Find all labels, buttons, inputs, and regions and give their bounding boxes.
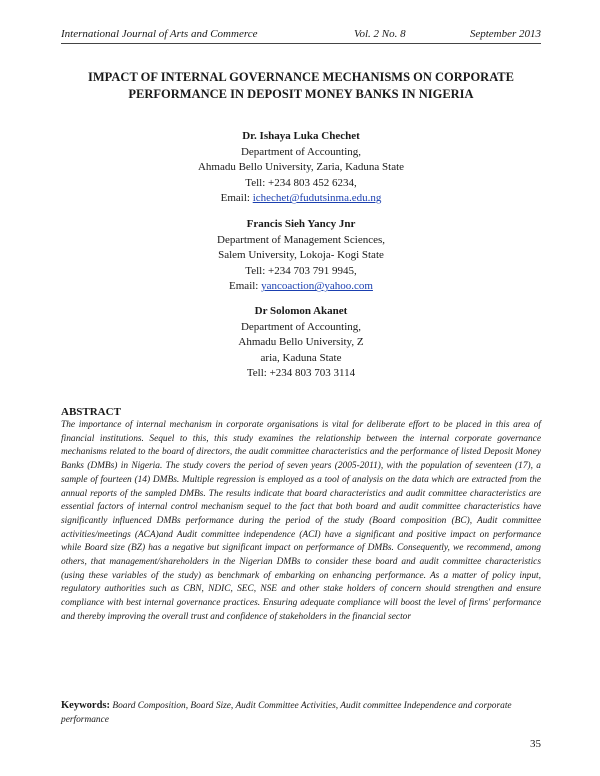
- author-phone: Tell: +234 803 452 6234,: [245, 176, 357, 189]
- author-department: Department of Accounting,: [240, 320, 362, 333]
- title-line-1: IMPACT OF INTERNAL GOVERNANCE MECHANISMS ON CORPORATE: [88, 70, 514, 84]
- keywords-text: Board Composition, Board Size, Audit Committee Activities, Audit committee Independence and corporate performance: [61, 701, 512, 725]
- running-header: [61, 27, 541, 44]
- author-institution: Ahmadu Bello University, Zaria, Kaduna State: [197, 161, 405, 174]
- volume-number: Vol. 2 No. 8: [354, 28, 406, 40]
- author-department: Department of Management Sciences,: [217, 233, 385, 246]
- abstract-heading: ABSTRACT: [61, 406, 121, 418]
- author-email-line: [61, 191, 541, 207]
- author-name: Francis Sieh Yancy Jnr: [246, 218, 356, 230]
- keywords-label: Keywords:: [61, 700, 110, 711]
- author-email-link[interactable]: ichechet@fudutsinma.edu.ng: [252, 192, 382, 205]
- abstract-body: The importance of internal mechanism in corporate organisations is vital for deliberate effort to be placed in this area of financial institutions. Sequel to this, this study examines the relationship between the internal corporate governance mechanisms related to the board of directors, the audit committee characteristics and the performance of listed Deposit Money Banks (DMBs) in Nigeria. The study covers the period of seven years (2005-2011), with the population of seventeen (17), a sample of fourteen (14) DMBs. Multiple regression is employed as a tool of analysis on the data which are extracted from the annual reports of the sampled DMBs. The results indicate that board characteristics and audit committee characteristics are essential factors of internal control mechanism sequel to the fact that both board and audit committee characteristics have significantly influenced DMBs performance during the period of the study (Board composition (BC), Audit committee activities/meetings (ACA)and Audit committee independence (ACI) have a significant and positive impact on performance while Board size (BZ) has a negative but significant impact on performance of DMBs. Consequently, we recommend, among others, that management/shareholders in the Nigerian DMBs to consider these board and audit committee characteristics (using these variables of the study) as benchmark of embarking on enhancing performance. As a matter of policy input, regulatory authorities such as CBN, NDIC, SEC, NSE and other stake holders of concern should strengthen and ensure compliance with best internal governance practices. Ensuring adequate compliance will boost the level of firms' performance and thereby improving the overall trust and confidence of stakeholders in the financial sector: [61, 420, 541, 622]
- keywords-section: [61, 699, 541, 727]
- author-department: Department of Accounting,: [240, 145, 362, 158]
- author-email-link[interactable]: yancoaction@yahoo.com: [261, 280, 373, 293]
- journal-name: International Journal of Arts and Commerce: [61, 28, 258, 40]
- author-name: Dr Solomon Akanet: [254, 305, 348, 317]
- author-institution-line-2: aria, Kaduna State: [260, 351, 342, 364]
- title-line-2: PERFORMANCE IN DEPOSIT MONEY BANKS IN NIGERIA: [128, 87, 474, 101]
- author-1: [61, 129, 541, 207]
- author-phone: Tell: +234 703 791 9945,: [245, 264, 357, 277]
- author-2: [61, 217, 541, 295]
- paper-title: [61, 69, 541, 103]
- issue-date: September 2013: [469, 28, 541, 40]
- author-email-line: [61, 279, 541, 295]
- email-label: Email:: [229, 280, 262, 293]
- author-institution: Salem University, Lokoja- Kogi State: [218, 249, 384, 262]
- author-3: [61, 304, 541, 382]
- author-phone: Tell: +234 803 703 3114: [246, 367, 356, 380]
- email-label: Email:: [220, 192, 253, 205]
- author-institution-line-1: Ahmadu Bello University, Z: [238, 336, 364, 349]
- author-name: Dr. Ishaya Luka Chechet: [242, 130, 360, 142]
- page-number: 35: [530, 738, 541, 750]
